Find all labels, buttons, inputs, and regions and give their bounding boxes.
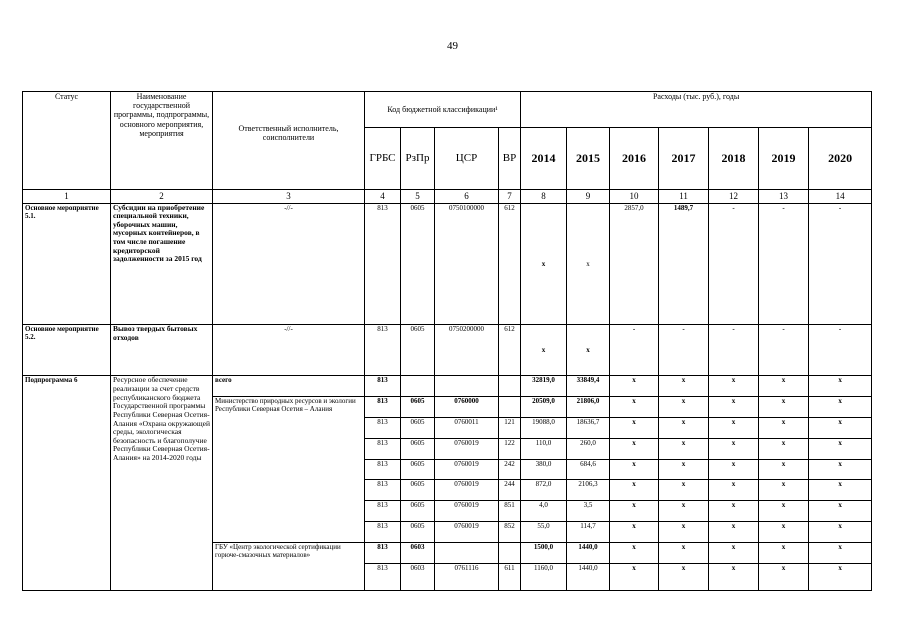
row-status: Основное мероприятие 5.2.: [23, 325, 111, 376]
row-rzpr: 0605: [401, 203, 435, 324]
row-value-2019: x: [759, 521, 809, 542]
row-grbs: 813: [365, 438, 401, 459]
row-csr: 0760000: [435, 397, 499, 418]
row-rzpr: 0605: [401, 418, 435, 439]
row-value-2016: x: [610, 397, 659, 418]
row-value-2015: 684,6: [567, 459, 610, 480]
column-number: 9: [567, 190, 610, 203]
row-value-2015: 2106,3: [567, 480, 610, 501]
subprogram-responsible-total: всего: [213, 376, 365, 397]
row-csr: 0761116: [435, 563, 499, 590]
row-name: Вывоз твердых бытовых отходов: [111, 325, 213, 376]
row-vr: [499, 376, 521, 397]
row-value-2017: x: [659, 480, 709, 501]
row-value-2018: x: [709, 563, 759, 590]
row-value-2017: x: [659, 542, 709, 563]
column-number-row: [23, 190, 872, 203]
row-value-2017: x: [659, 501, 709, 522]
row-value-2020: x: [809, 397, 872, 418]
row-rzpr: 0605: [401, 325, 435, 376]
row-value-2018: -: [709, 325, 759, 376]
row-rzpr: 0605: [401, 459, 435, 480]
row-value-2018: x: [709, 438, 759, 459]
row-grbs: 813: [365, 325, 401, 376]
row-rzpr: 0605: [401, 501, 435, 522]
row-name: Субсидии на приобретение специальной техники, уборочных машин, мусорных контейнеров, в том числе погашение кредиторской задолженности за 2015 год: [111, 203, 213, 324]
row-value-2016: x: [610, 459, 659, 480]
row-value-2016: x: [610, 438, 659, 459]
header-budget-code: Код бюджетной классификации¹: [365, 92, 521, 128]
row-value-2014: 872,0: [521, 480, 567, 501]
row-value-2017: x: [659, 397, 709, 418]
row-rzpr: 0605: [401, 438, 435, 459]
row-responsible: -//-: [213, 203, 365, 324]
row-value-2017: x: [659, 563, 709, 590]
row-rzpr: 0603: [401, 563, 435, 590]
row-value-2019: x: [759, 438, 809, 459]
row-vr: 242: [499, 459, 521, 480]
row-value-2015: x: [567, 325, 610, 376]
subprogram-name: Ресурсное обеспечение реализации за счет средств республиканского бюджета Государственной программы Республики Северная Осетия-Алания «Охрана окружающей среды, экологическая безопасность и благополучие Республики Северная Осетия-Алания» на 2014-2020 годы: [111, 376, 213, 591]
column-number: 14: [809, 190, 872, 203]
row-value-2019: x: [759, 501, 809, 522]
row-value-2020: x: [809, 563, 872, 590]
row-vr: 121: [499, 418, 521, 439]
row-value-2015: 18636,7: [567, 418, 610, 439]
row-csr: 0760019: [435, 438, 499, 459]
row-value-2017: x: [659, 376, 709, 397]
row-value-2019: x: [759, 418, 809, 439]
row-grbs: 813: [365, 521, 401, 542]
row-csr: 0760019: [435, 459, 499, 480]
row-responsible: -//-: [213, 325, 365, 376]
table-row: [23, 203, 872, 324]
row-csr: 0750100000: [435, 203, 499, 324]
row-value-2018: x: [709, 521, 759, 542]
row-value-2014: 1160,0: [521, 563, 567, 590]
row-value-2014: 1500,0: [521, 542, 567, 563]
row-value-2014: 19088,0: [521, 418, 567, 439]
row-value-2018: x: [709, 376, 759, 397]
row-value-2014: x: [521, 325, 567, 376]
row-value-2014: 55,0: [521, 521, 567, 542]
row-value-2019: x: [759, 397, 809, 418]
row-value-2020: x: [809, 376, 872, 397]
column-number: 12: [709, 190, 759, 203]
row-vr: 611: [499, 563, 521, 590]
budget-table: [22, 91, 872, 591]
header-year: 2018: [709, 128, 759, 190]
row-csr: 0760011: [435, 418, 499, 439]
header-expenses: Расходы (тыс. руб.), годы: [521, 92, 872, 128]
row-csr: 0760019: [435, 501, 499, 522]
row-value-2015: 260,0: [567, 438, 610, 459]
row-value-2016: x: [610, 521, 659, 542]
row-vr: 612: [499, 325, 521, 376]
page-number: 49: [447, 40, 458, 52]
row-value-2014: 110,0: [521, 438, 567, 459]
row-value-2016: x: [610, 376, 659, 397]
row-value-2019: x: [759, 376, 809, 397]
row-value-2017: x: [659, 459, 709, 480]
header-year: 2017: [659, 128, 709, 190]
row-value-2014: 4,0: [521, 501, 567, 522]
row-value-2015: x: [567, 203, 610, 324]
row-value-2017: x: [659, 438, 709, 459]
row-value-2014: 380,0: [521, 459, 567, 480]
row-csr: 0750200000: [435, 325, 499, 376]
column-number: 4: [365, 190, 401, 203]
column-number: 5: [401, 190, 435, 203]
row-value-2020: x: [809, 501, 872, 522]
row-value-2016: x: [610, 480, 659, 501]
row-status: Основное мероприятие 5.1.: [23, 203, 111, 324]
row-value-2015: 3,5: [567, 501, 610, 522]
header-csr: ЦСР: [435, 128, 499, 190]
row-csr: [435, 376, 499, 397]
row-csr: 0760019: [435, 480, 499, 501]
row-value-2019: x: [759, 563, 809, 590]
row-csr: 0760019: [435, 521, 499, 542]
row-vr: 612: [499, 203, 521, 324]
row-value-2020: x: [809, 480, 872, 501]
row-value-2016: x: [610, 418, 659, 439]
column-number: 10: [610, 190, 659, 203]
row-value-2018: x: [709, 418, 759, 439]
column-number: 3: [213, 190, 365, 203]
row-value-2019: -: [759, 203, 809, 324]
row-value-2020: -: [809, 325, 872, 376]
row-value-2016: x: [610, 542, 659, 563]
row-vr: 851: [499, 501, 521, 522]
row-value-2018: x: [709, 501, 759, 522]
row-value-2019: x: [759, 459, 809, 480]
subprogram-status: Подпрограмма 6: [23, 376, 111, 591]
row-value-2020: x: [809, 438, 872, 459]
row-grbs: 813: [365, 203, 401, 324]
header-vr: ВР: [499, 128, 521, 190]
row-rzpr: 0603: [401, 542, 435, 563]
column-number: 6: [435, 190, 499, 203]
column-number: 7: [499, 190, 521, 203]
column-number: 8: [521, 190, 567, 203]
row-value-2016: -: [610, 325, 659, 376]
header-year: 2020: [809, 128, 872, 190]
row-value-2018: x: [709, 397, 759, 418]
row-value-2016: x: [610, 563, 659, 590]
header-grbs: ГРБС: [365, 128, 401, 190]
row-value-2018: x: [709, 459, 759, 480]
table-row: [23, 325, 872, 376]
row-vr: 852: [499, 521, 521, 542]
column-number: 11: [659, 190, 709, 203]
row-value-2019: -: [759, 325, 809, 376]
row-grbs: 813: [365, 418, 401, 439]
row-value-2015: 1440,0: [567, 542, 610, 563]
row-value-2016: x: [610, 501, 659, 522]
row-value-2019: x: [759, 542, 809, 563]
row-value-2015: 21806,0: [567, 397, 610, 418]
row-vr: 122: [499, 438, 521, 459]
row-value-2020: x: [809, 459, 872, 480]
row-value-2017: x: [659, 521, 709, 542]
row-value-2017: 1489,7: [659, 203, 709, 324]
row-value-2015: 114,7: [567, 521, 610, 542]
row-value-2014: x: [521, 203, 567, 324]
row-grbs: 813: [365, 501, 401, 522]
header-responsible: Ответственный исполнитель, соисполнители: [213, 92, 365, 190]
row-value-2020: x: [809, 418, 872, 439]
row-value-2017: x: [659, 418, 709, 439]
header-name: Наименование государственной программы, подпрограммы, основного мероприятия, мероприятия: [111, 92, 213, 190]
row-rzpr: [401, 376, 435, 397]
row-value-2018: x: [709, 480, 759, 501]
row-value-2017: -: [659, 325, 709, 376]
row-rzpr: 0605: [401, 521, 435, 542]
row-grbs: 813: [365, 376, 401, 397]
table-row: [23, 376, 872, 397]
row-value-2020: -: [809, 203, 872, 324]
row-grbs: 813: [365, 397, 401, 418]
row-grbs: 813: [365, 480, 401, 501]
header-rzpr: РзПр: [401, 128, 435, 190]
row-grbs: 813: [365, 459, 401, 480]
row-grbs: 813: [365, 563, 401, 590]
header-status: Статус: [23, 92, 111, 190]
header-year: 2019: [759, 128, 809, 190]
column-number: 1: [23, 190, 111, 203]
row-grbs: 813: [365, 542, 401, 563]
row-value-2015: 1440,0: [567, 563, 610, 590]
row-rzpr: 0605: [401, 397, 435, 418]
row-vr: [499, 397, 521, 418]
row-value-2018: x: [709, 542, 759, 563]
row-value-2014: 32819,0: [521, 376, 567, 397]
row-value-2015: 33849,4: [567, 376, 610, 397]
header-year: 2015: [567, 128, 610, 190]
row-value-2014: 20509,0: [521, 397, 567, 418]
row-value-2020: x: [809, 521, 872, 542]
header-year: 2014: [521, 128, 567, 190]
row-vr: 244: [499, 480, 521, 501]
column-number: 13: [759, 190, 809, 203]
row-value-2020: x: [809, 542, 872, 563]
column-number: 2: [111, 190, 213, 203]
header-year: 2016: [610, 128, 659, 190]
row-value-2016: 2857,0: [610, 203, 659, 324]
row-csr: [435, 542, 499, 563]
row-rzpr: 0605: [401, 480, 435, 501]
subprogram-responsible-ministry: Министерство природных ресурсов и экологии Республики Северная Осетия – Алания: [213, 397, 365, 542]
row-value-2018: -: [709, 203, 759, 324]
row-vr: [499, 542, 521, 563]
row-value-2019: x: [759, 480, 809, 501]
subprogram-responsible-gbu: ГБУ «Центр экологической сертификации горюче-смазочных материалов»: [213, 542, 365, 590]
